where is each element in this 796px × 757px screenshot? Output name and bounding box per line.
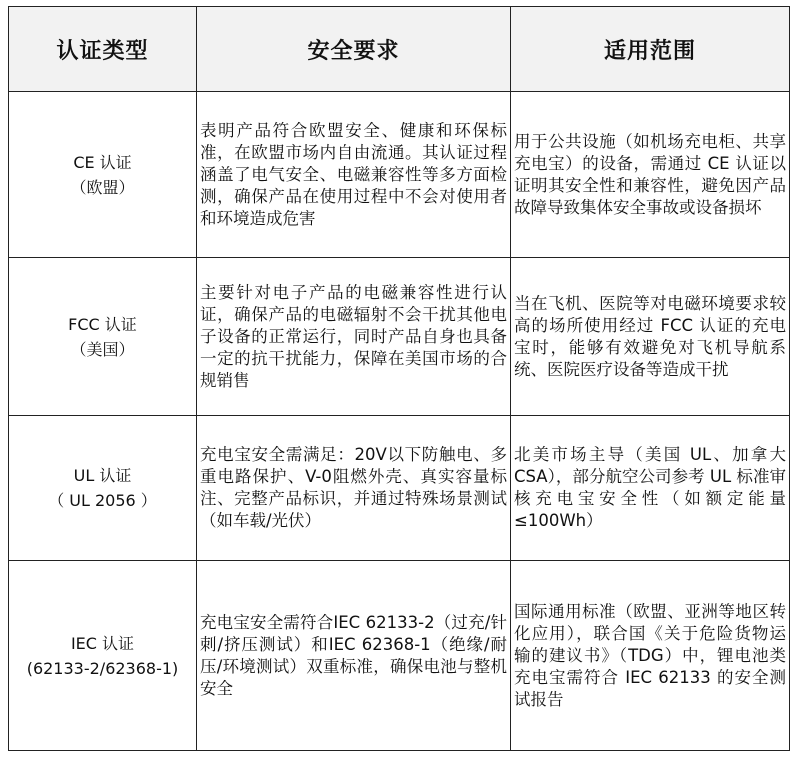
cert-name: CE 认证 [73, 152, 132, 172]
cert-standard: (62133-2/62368-1) [26, 658, 179, 678]
requirement-cell: 充电宝安全需满足：20V以下防触电、多重电路保护、V-0阻燃外壳、真实容量标注、完整产品标识，并通过特殊场景测试（如车载/光伏） [197, 416, 511, 561]
scope-cell: 国际通用标准（欧盟、亚洲等地区转化应用），联合国《关于危险货物运输的建议书》（TDG）中，锂电池类充电宝需符合 IEC 62133 的安全测试报告 [511, 561, 790, 751]
header-row [9, 7, 790, 92]
requirement-cell: 表明产品符合欧盟安全、健康和环保标准，在欧盟市场内自由流通。其认证过程涵盖了电气安全、电磁兼容性等多方面检测，确保产品在使用过程中不会对使用者和环境造成危害 [197, 92, 511, 258]
cert-region: （欧盟） [70, 177, 135, 197]
scope-cell: 用于公共设施（如机场充电柜、共享充电宝）的设备，需通过 CE 认证以证明其安全性和兼容性，避免因产品故障导致集体安全事故或设备损坏 [511, 92, 790, 258]
table-row [9, 92, 790, 258]
header-scope: 适用范围 [511, 7, 790, 92]
scope-cell: 当在飞机、医院等对电磁环境要求较高的场所使用经过 FCC 认证的充电宝时，能够有效避免对飞机导航系统、医院医疗设备等造成干扰 [511, 258, 790, 416]
table-row [9, 561, 790, 751]
cert-standard: （ UL 2056 ） [48, 491, 157, 510]
scope-cell: 北美市场主导（美国 UL、加拿大 CSA），部分航空公司参考 UL 标准审核充电宝安全性（如额定能量≤100Wh） [511, 416, 790, 561]
cert-region: （美国） [70, 339, 135, 359]
requirement-cell: 主要针对电子产品的电磁兼容性进行认证，确保产品的电磁辐射不会干扰其他电子设备的正常运行，同时产品自身也具备一定的抗干扰能力，保障在美国市场的合规销售 [197, 258, 511, 416]
header-safety-requirement: 安全要求 [197, 7, 511, 92]
table-row [9, 416, 790, 561]
requirement-cell: 充电宝安全需符合IEC 62133-2（过充/针刺/挤压测试）和IEC 62368-1（绝缘/耐压/环境测试）双重标准，确保电池与整机安全 [197, 561, 511, 751]
cert-name: IEC 认证 [70, 633, 135, 653]
cert-name: FCC 认证 [68, 314, 137, 334]
certification-table [8, 6, 790, 751]
table-row [9, 258, 790, 416]
cert-type-cell [9, 416, 197, 561]
cert-name: UL 认证 [73, 466, 132, 485]
header-cert-type: 认证类型 [9, 7, 197, 92]
cert-type-cell [9, 92, 197, 258]
cert-type-cell [9, 561, 197, 751]
cert-type-cell [9, 258, 197, 416]
